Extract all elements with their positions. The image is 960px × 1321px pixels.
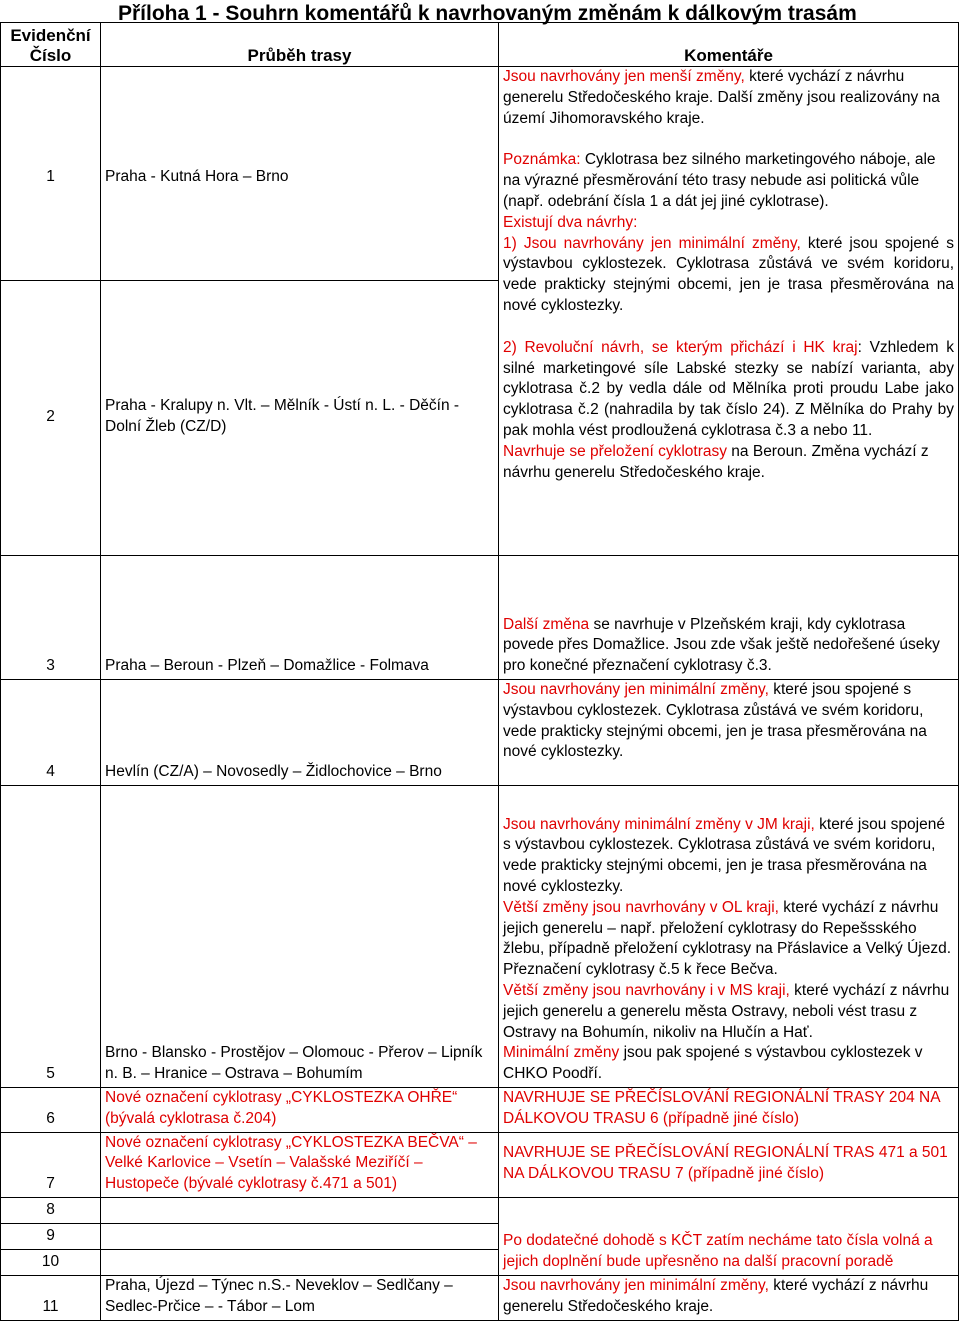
row-number: 4 — [1, 680, 101, 786]
comment-cell: Po dodatečné dohodě s KČT zatím necháme tato čísla volná a jejich doplnění bude upřesněno na další pracovní poradě — [499, 1197, 959, 1275]
header-number: Evidenční Číslo — [1, 23, 101, 67]
table-row — [1, 1197, 959, 1223]
comment-cell: NAVRHUJE SE PŘEČÍSLOVÁNÍ REGIONÁLNÍ TRASY 204 NA DÁLKOVOU TRASU 6 (případně jiné číslo) — [499, 1088, 959, 1133]
route-cell: Hevlín (CZ/A) – Novosedly – Židlochovice – Brno — [101, 680, 499, 786]
header-comments: Komentáře — [499, 23, 959, 67]
comment-paragraph: Navrhuje se přeložení cyklotrasy na Beroun. Změna vychází z návrhu generelu Středočeského kraje. — [503, 442, 929, 481]
comment-cell: NAVRHUJE SE PŘEČÍSLOVÁNÍ REGIONÁLNÍ TRAS 471 a 501 NA DÁLKOVOU TRASU 7 (případně jiné číslo) — [499, 1132, 959, 1197]
row-number: 10 — [1, 1249, 101, 1275]
comment-paragraph: 2) Revoluční návrh, se kterým přichází i HK kraj: Vzhledem k silné marketingové síle Labské stezky se nabízí varianta, aby cyklotrasa č.2 by vedla dále od Mělníka proti proudu Labe jako cyklotrasa č.2 (nahradila by tak číslo 24). Z Mělníka do Prahy by pak mohla vést prodloužená cyklotrasa č.3 a nebo 11. — [503, 338, 954, 439]
table-row — [1, 1132, 959, 1197]
header-route: Průběh trasy — [101, 23, 499, 67]
table-row — [1, 786, 959, 1088]
table-row — [1, 1275, 959, 1320]
table-row — [1, 67, 959, 281]
route-cell: Nové označení cyklotrasy „CYKLOSTEZKA BEČVA“ – Velké Karlovice – Vsetín – Valašské Meziříčí – Hustopeče (bývalé cyklotrasy č.471 a 501) — [101, 1132, 499, 1197]
row-number: 7 — [1, 1132, 101, 1197]
document-title: Příloha 1 - Souhrn komentářů k navrhovaným změnám k dálkovým trasám — [118, 2, 857, 25]
comment-cell: Jsou navrhovány jen minimální změny, které jsou spojené s výstavbou cyklostezek. Cyklotrasa zůstává ve svém koridoru, vede prakticky stejnými obcemi, jen je trasa přesměrována na nové cyklostezky. — [499, 680, 959, 786]
route-cell: Nové označení cyklotrasy „CYKLOSTEZKA OHŘE“ (bývalá cyklotrasa č.204) — [101, 1088, 499, 1133]
row-number: 2 — [1, 281, 101, 556]
comment-cell — [499, 786, 959, 1088]
row-number: 9 — [1, 1223, 101, 1249]
comment-cell: Jsou navrhovány jen minimální změny, které vychází z návrhu generelu Středočeského kraje. — [499, 1275, 959, 1320]
routes-table — [0, 22, 959, 1321]
row-number: 6 — [1, 1088, 101, 1133]
route-cell — [101, 1197, 499, 1223]
route-cell: Brno - Blansko - Prostějov – Olomouc - Přerov – Lipník n. B. – Hranice – Ostrava – Bohumím — [101, 786, 499, 1088]
comment-paragraph: Poznámka: Cyklotrasa bez silného marketingového náboje, ale na výrazné přesměrování této trasy nebude asi politická vůle (např. odebrání čísla 1 a dát jej jiné cyklotrase). — [503, 151, 936, 210]
comment-paragraph: Existují dva návrhy: — [503, 213, 638, 231]
row-number: 1 — [1, 67, 101, 281]
comment-paragraph: Minimální změny jsou pak spojené s výstavbou cyklostezek v CHKO Poodří. — [503, 1044, 923, 1083]
header-row — [1, 23, 959, 67]
route-cell — [101, 1223, 499, 1249]
table-row — [1, 680, 959, 786]
route-cell: Praha - Kralupy n. Vlt. – Mělník - Ústí n. L. - Děčín - Dolní Žleb (CZ/D) — [101, 281, 499, 556]
route-cell — [101, 1249, 499, 1275]
row-number: 5 — [1, 786, 101, 1088]
table-row — [1, 556, 959, 680]
row-number: 11 — [1, 1275, 101, 1320]
row-number: 3 — [1, 556, 101, 680]
table-row — [1, 1088, 959, 1133]
comment-paragraph: Větší změny jsou navrhovány v OL kraji, které vychází z návrhu jejich generelu – např. přeložení cyklotrasy do Repešsského žlebu, případně přeložení cyklotrasy na Přáslavice a Velký Újezd. Přeznačení cyklotrasy č.5 k řece Bečva. — [503, 898, 952, 979]
comment-cell — [499, 67, 959, 556]
row-number: 8 — [1, 1197, 101, 1223]
comment-paragraph: Větší změny jsou navrhovány i v MS kraji, které vychází z návrhu jejich generelu a generelu města Ostravy, neboli vést trasu z Ostravy na Bohumín, nikoliv na Hlučín a Hať. — [503, 982, 950, 1041]
comment-paragraph: 1) Jsou navrhovány jen minimální změny, které jsou spojené s výstavbou cyklostezek. Cyklotrasa zůstává ve svém koridoru, vede prakticky stejnými obcemi, jen je trasa přesměrována na nové cyklostezky. — [503, 234, 954, 314]
route-cell: Praha - Kutná Hora – Brno — [101, 67, 499, 281]
comment-paragraph: Jsou navrhovány jen menší změny, které vychází z návrhu generelu Středočeského kraje. Další změny jsou realizovány na území Jihomoravského kraje. — [503, 68, 940, 127]
route-cell: Praha – Beroun - Plzeň – Domažlice - Folmava — [101, 556, 499, 680]
route-cell: Praha, Újezd – Týnec n.S.- Neveklov – Sedlčany – Sedlec-Prčice – - Tábor – Lom — [101, 1275, 499, 1320]
comment-paragraph: Jsou navrhovány minimální změny v JM kraji, které jsou spojené s výstavbou cyklostezek. Cyklotrasa zůstává ve svém koridoru, vede prakticky stejnými obcemi, jen je trasa přesměrována na nové cyklostezky. — [503, 815, 945, 896]
comment-cell: Další změna se navrhuje v Plzeňském kraji, kdy cyklotrasa povede přes Domažlice. Jsou zde však ještě nedořešené úseky pro konečné přeznačení cyklotrasy č.3. — [499, 556, 959, 680]
